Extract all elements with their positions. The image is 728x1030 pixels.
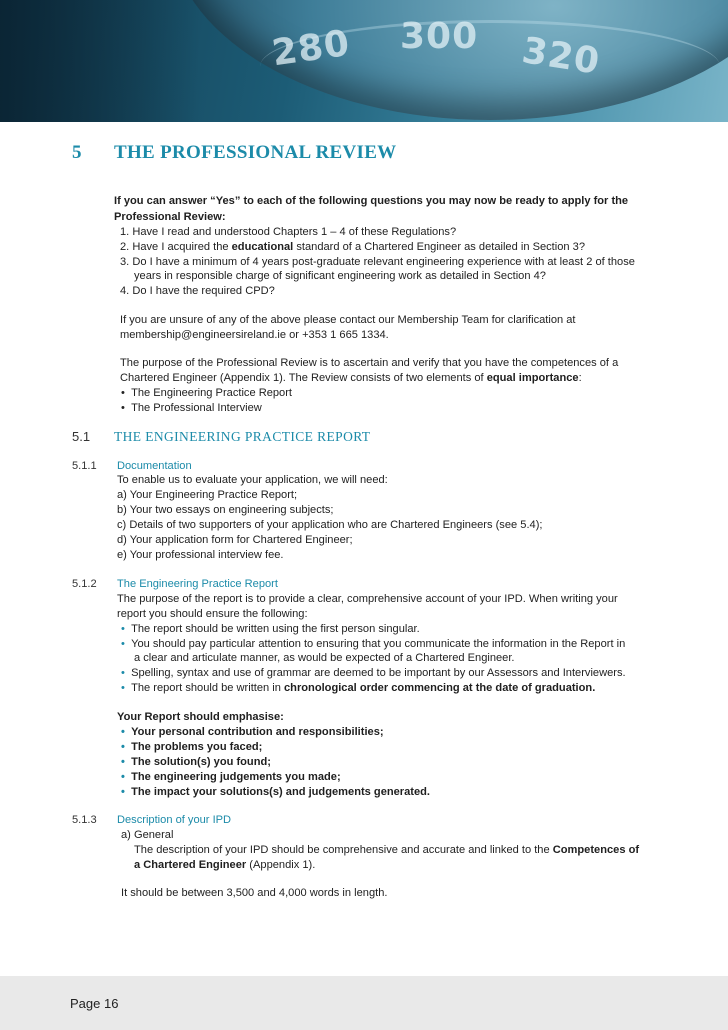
emphasis-heading: Your Report should emphasise:: [117, 711, 284, 723]
banner-shade: [0, 0, 200, 122]
dial-number: 280: [269, 22, 353, 75]
chapter-title: THE PROFESSIONAL REVIEW: [114, 142, 397, 163]
element-item: • The Professional Interview: [121, 402, 262, 414]
report-bullet-cont: a clear and articulate manner, as would be expected of a Chartered Engineer.: [134, 652, 515, 664]
documentation-item: b) Your two essays on engineering subjects;: [117, 504, 334, 516]
element-item: • The Engineering Practice Report: [121, 387, 293, 399]
subsection-title: Description of your IPD: [117, 814, 232, 826]
question-4: 4. Do I have the required CPD?: [120, 285, 275, 297]
documentation-intro: To enable us to evaluate your application, we will need:: [117, 474, 388, 486]
contact-details: membership@engineersireland.ie or +353 1 665 1334.: [120, 329, 389, 341]
documentation-item: e) Your professional interview fee.: [117, 549, 284, 561]
documentation-item: a) Your Engineering Practice Report;: [117, 489, 298, 501]
page-number: Page 16: [70, 996, 119, 1011]
dial-number: 320: [519, 30, 603, 83]
header-banner-image: [0, 0, 728, 122]
section-number: 5.1: [72, 429, 91, 444]
intro-lead: If you can answer “Yes” to each of the following questions you may now be ready to apply for the: [114, 195, 629, 207]
section-title: THE ENGINEERING PRACTICE REPORT: [114, 429, 371, 444]
report-bullet: • The report should be written using the first person singular.: [121, 623, 420, 635]
emphasis-item: • The solution(s) you found;: [121, 756, 271, 768]
report-bullet: • You should pay particular attention to ensuring that you communicate the information in the Report in: [121, 638, 626, 650]
question-2: 2. Have I acquired the educational standard of a Chartered Engineer as detailed in Section 3?: [120, 241, 585, 253]
ipd-general-text: a Chartered Engineer (Appendix 1).: [134, 859, 316, 871]
emphasis-item: • The problems you faced;: [121, 741, 263, 753]
report-bullet: • Spelling, syntax and use of grammar are deemed to be important by our Assessors and Interviewers.: [121, 667, 626, 679]
subsection-number: 5.1.3: [72, 814, 97, 826]
documentation-item: d) Your application form for Chartered Engineer;: [117, 534, 353, 546]
report-bullet: • The report should be written in chronological order commencing at the date of graduation.: [121, 682, 596, 694]
question-3-cont: years in responsible charge of significant engineering work as detailed in Section 4?: [134, 270, 546, 282]
question-3: 3. Do I have a minimum of 4 years post-graduate relevant engineering experience with at least 2 of those: [120, 256, 635, 268]
emphasis-item: • The impact your solutions(s) and judgements generated.: [121, 786, 431, 798]
report-intro: report you should ensure the following:: [117, 608, 308, 620]
chapter-number: 5: [72, 142, 82, 163]
dial-number: 300: [400, 16, 479, 57]
ipd-general-text: The description of your IPD should be comprehensive and accurate and linked to the Competences of: [134, 844, 640, 856]
purpose-text: The purpose of the Professional Review is to ascertain and verify that you have the competences of a: [120, 357, 619, 369]
ipd-length-text: It should be between 3,500 and 4,000 words in length.: [121, 887, 388, 899]
subsection-title: Documentation: [117, 460, 192, 472]
emphasis-item: • Your personal contribution and responsibilities;: [121, 726, 384, 738]
emphasis-item: • The engineering judgements you made;: [121, 771, 341, 783]
documentation-item: c) Details of two supporters of your application who are Chartered Engineers (see 5.4);: [117, 519, 543, 531]
subsection-number: 5.1.1: [72, 460, 97, 472]
question-1: 1. Have I read and understood Chapters 1 – 4 of these Regulations?: [120, 226, 457, 238]
subsection-number: 5.1.2: [72, 578, 97, 590]
ipd-sub-heading: a) General: [121, 829, 174, 841]
purpose-text: Chartered Engineer (Appendix 1). The Review consists of two elements of equal importance:: [120, 372, 582, 384]
subsection-title: The Engineering Practice Report: [117, 578, 278, 590]
report-intro: The purpose of the report is to provide a clear, comprehensive account of your IPD. When writing your: [117, 593, 618, 605]
contact-text: If you are unsure of any of the above please contact our Membership Team for clarification at: [120, 314, 576, 326]
intro-lead: Professional Review:: [114, 211, 226, 223]
